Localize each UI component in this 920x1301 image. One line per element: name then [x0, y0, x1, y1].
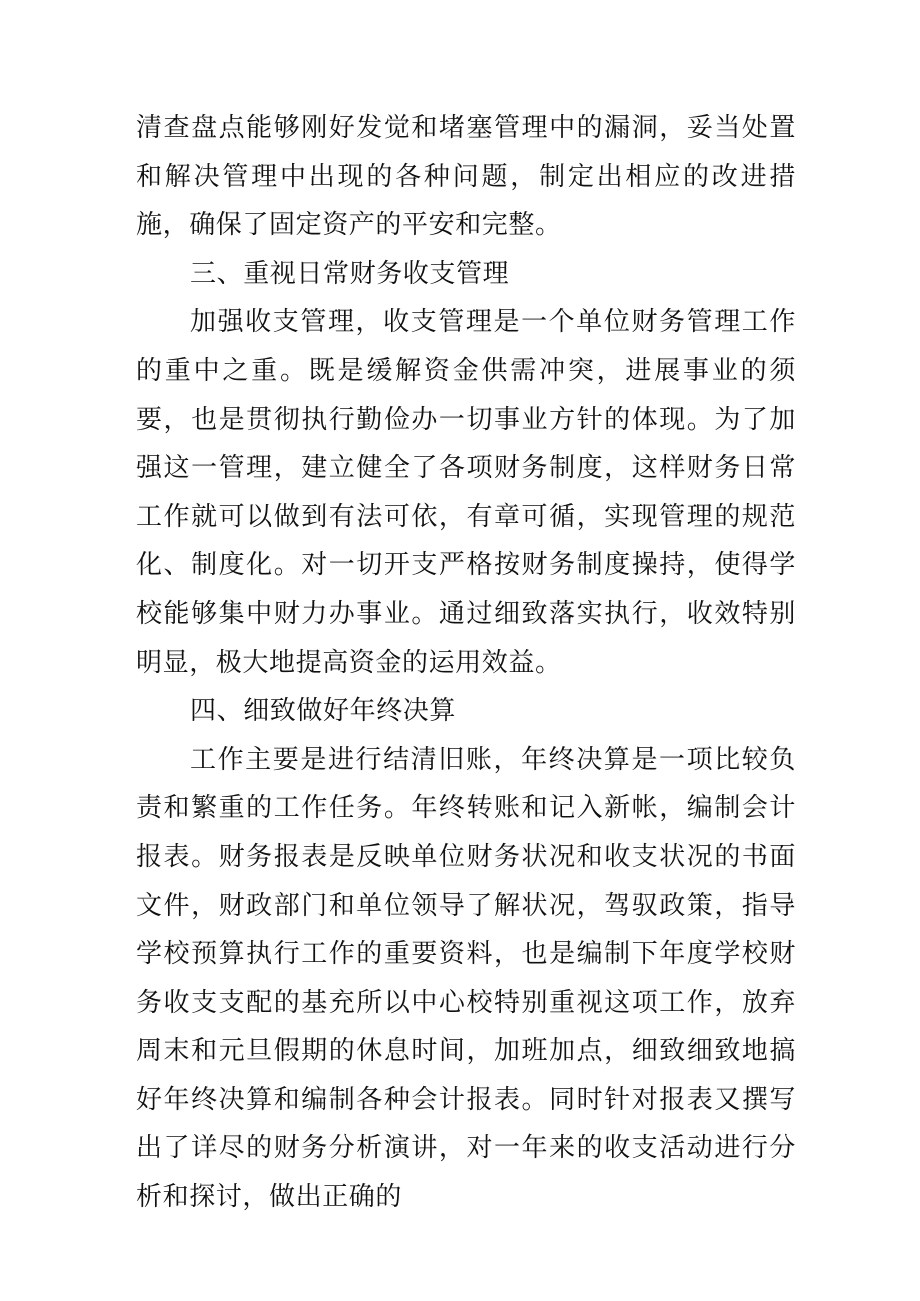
- paragraph-asset-check: 清查盘点能够刚好发觉和堵塞管理中的漏洞，妥当处置和解决管理中出现的各种问题，制定出相应的改进措施，确保了固定资产的平安和完整。: [136, 113, 796, 241]
- document-body: [136, 104, 796, 1222]
- paragraph-income-expense: 加强收支管理，收支管理是一个单位财务管理工作的重中之重。既是缓解资金供需冲突，进展事业的须要，也是贯彻执行勤俭办一切事业方针的体现。为了加强这一管理，建立健全了各项财务制度，这样财务日常工作就可以做到有法可依，有章可循，实现管理的规范化、制度化。对一切开支严格按财务制度操持，使得学校能够集中财力办事业。通过细致落实执行，收效特别明显，极大地提高资金的运用效益。: [136, 307, 796, 678]
- paragraph-year-end-settlement: 工作主要是进行结清旧账，年终决算是一项比较负责和繁重的工作任务。年终转账和记入新帐，编制会计报表。财务报表是反映单位财务状况和收支状况的书面文件，财政部门和单位领导了解状况，驾驭政策，指导学校预算执行工作的重要资料，也是编制下年度学校财务收支支配的基充所以中心校特别重视这项工作，放弃周末和元旦假期的休息时间，加班加点，细致细致地搞好年终决算和编制各种会计报表。同时针对报表又撰写出了详尽的财务分析演讲，对一年来的收支活动进行分析和探讨，做出正确的: [136, 744, 796, 1213]
- heading-section-three: 三、重视日常财务收支管理: [190, 258, 510, 289]
- heading-section-four: 四、细致做好年终决算: [190, 696, 457, 727]
